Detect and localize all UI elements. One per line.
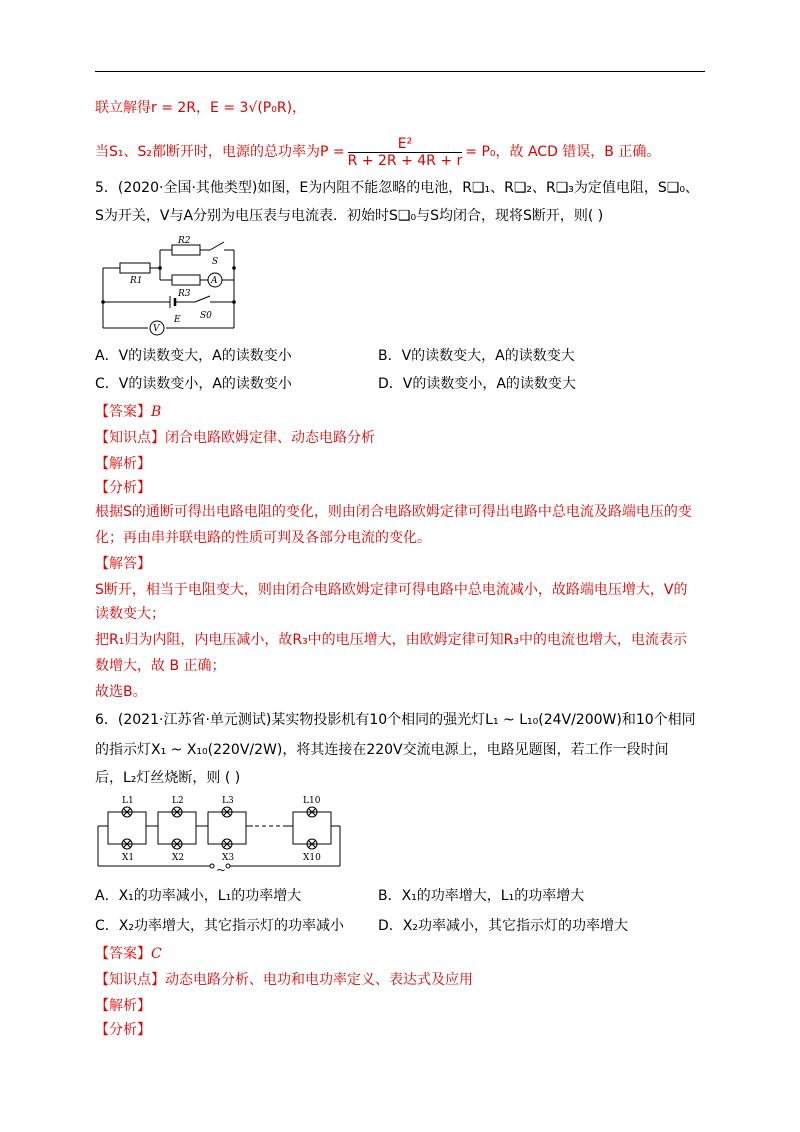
voltmeter-label: V (153, 324, 160, 334)
q5-answer: 【答案】B (95, 404, 162, 420)
x2-label: X2 (172, 853, 185, 863)
r1-label: R1 (130, 276, 143, 286)
q5-option-b: B．V的读数变大，A的读数变大 (378, 348, 575, 364)
ammeter-label: A (211, 276, 218, 286)
q5-solution-line-2: 读数变大； (95, 606, 165, 622)
x10-label: X10 (303, 853, 321, 863)
q6-option-c: C．X₂功率增大，其它指示灯的功率减小 (95, 918, 344, 934)
q5-jieda-heading: 【解答】 (95, 556, 151, 572)
solution-line-1: 联立解得r = 2R，E = 3√(P₀R)， (95, 100, 307, 116)
x3-label: X3 (222, 853, 235, 863)
q5-option-d: D．V的读数变小，A的读数变大 (378, 376, 576, 392)
r3-label: R3 (178, 289, 191, 299)
q5-solution-line-1: S断开，相当于电阻变大，则由闭合电路欧姆定律可得电路中总电流减小，故路端电压增大，V的 (95, 582, 688, 598)
q6-stem-line-1: 6．(2021·江苏省·单元测试)某实物投影机有10个相同的强光灯L₁ ~ L₁₀(24V/200W)和10个相同 (95, 712, 696, 728)
q5-circuit-diagram (100, 236, 240, 336)
q5-analysis-line-2: 化；再由串并联电路的性质可判及各部分电流的变化。 (95, 530, 431, 546)
solution-line-2: 当S₁、S₂都断开时，电源的总功率为P = $\frac{\text{E²}}{R + 2R + 4R + r}$ = P₀，故 ACD 错误，B 正确。 (95, 135, 661, 169)
q5-solution-line-4: 数增大，故 B 正确； (95, 658, 226, 674)
header-rule (95, 71, 705, 72)
q6-answer: 【答案】C (95, 946, 162, 962)
q5-fenxi-heading: 【分析】 (95, 480, 151, 496)
s-label: S (212, 257, 219, 267)
q5-option-c: C．V的读数变小，A的读数变小 (95, 376, 292, 392)
q6-stem-line-3: 后，L₂灯丝烧断，则 ( ) (95, 770, 241, 786)
q6-stem-line-2: 的指示灯X₁ ~ X₁₀(220V/2W)，将其连接在220V交流电源上，电路见题图，若工作一段时间 (95, 742, 669, 758)
q6-option-d: D．X₂功率减小，其它指示灯的功率增大 (378, 918, 628, 934)
q5-option-a: A．V的读数变大，A的读数变小 (95, 348, 292, 364)
x1-label: X1 (122, 853, 135, 863)
q6-knowledge-point: 【知识点】动态电路分析、电功和电功率定义、表达式及应用 (95, 972, 473, 988)
power-fraction: $\frac{\text{E²}}{R + 2R + 4R + r}$ (347, 135, 463, 169)
q5-jiexi-heading: 【解析】 (95, 456, 151, 472)
q6-option-a: A．X₁的功率减小，L₁的功率增大 (95, 888, 302, 904)
q6-jiexi-heading: 【解析】 (95, 998, 151, 1014)
e-label: E (174, 315, 181, 325)
q6-fenxi-heading: 【分析】 (95, 1022, 151, 1038)
q5-stem-line-1: 5．(2020·全国·其他类型)如图，E为内阻不能忽略的电池，R❑₁、R❑₂、R❑₃为定值电阻，S❑₀、 (95, 180, 699, 196)
q5-solution-line-3: 把R₁归为内阻，内电压减小，故R₃中的电压增大，由欧姆定律可知R₃中的电流也增大，电流表示 (95, 632, 688, 648)
q5-stem-line-2: S为开关，V与A分别为电压表与电流表．初始时S❑₀与S均闭合，现将S断开，则( ) (95, 208, 604, 224)
l1-label: L1 (122, 796, 134, 806)
s0-label: S0 (200, 311, 212, 321)
q5-analysis-line-1: 根据S的通断可得出电路电阻的变化，则由闭合电路欧姆定律可得出电路中总电流及路端电压的变 (95, 504, 692, 520)
q6-option-b: B．X₁的功率增大，L₁的功率增大 (378, 888, 585, 904)
l10-label: L10 (303, 796, 321, 806)
q5-knowledge-point: 【知识点】闭合电路欧姆定律、动态电路分析 (95, 430, 375, 446)
r2-label: R2 (178, 236, 191, 246)
ac-source-symbol: ~ (216, 863, 227, 876)
l3-label: L3 (222, 796, 234, 806)
q5-solution-line-5: 故选B。 (95, 684, 147, 700)
q6-circuit-diagram (95, 794, 345, 876)
l2-label: L2 (172, 796, 184, 806)
